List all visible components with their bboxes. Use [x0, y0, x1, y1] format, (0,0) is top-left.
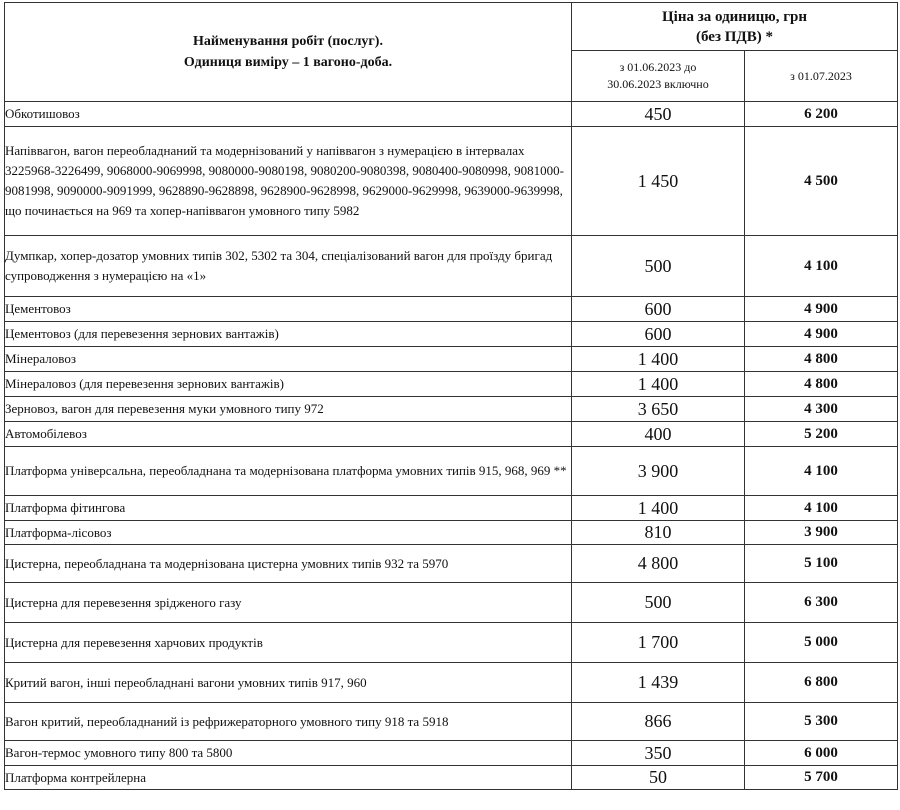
service-name-cell: Цементовоз [5, 297, 572, 322]
column-header-price-line2: (без ПДВ) * [696, 28, 773, 45]
table-row [5, 102, 898, 127]
table-row [5, 322, 898, 347]
service-name-cell: Критий вагон, інші переобладнані вагони умовних типів 917, 960 [5, 663, 572, 703]
table-row [5, 623, 898, 663]
table-row [5, 422, 898, 447]
service-name-cell: Мінераловоз (для перевезення зернових вантажів) [5, 372, 572, 397]
price-june-cell: 1 700 [572, 623, 745, 663]
table-row [5, 297, 898, 322]
price-july-cell: 4 900 [745, 322, 898, 347]
price-july-cell: 4 800 [745, 372, 898, 397]
service-name-cell: Вагон-термос умовного типу 800 та 5800 [5, 741, 572, 766]
price-july-cell: 5 200 [745, 422, 898, 447]
price-june-cell: 350 [572, 741, 745, 766]
price-june-cell: 810 [572, 521, 745, 545]
service-name-cell: Автомобілевоз [5, 422, 572, 447]
table-row [5, 496, 898, 521]
service-name-cell: Платформа контрейлерна [5, 766, 572, 790]
price-june-cell: 1 400 [572, 372, 745, 397]
service-name-cell: Думпкар, хопер-дозатор умовних типів 302, 5302 та 304, спеціалізований вагон для проїзду бригад супроводження з нумерацією на «1» [5, 236, 572, 297]
price-july-cell: 4 100 [745, 496, 898, 521]
price-july-cell: 5 000 [745, 623, 898, 663]
table-row [5, 447, 898, 496]
price-june-cell: 400 [572, 422, 745, 447]
price-june-cell: 866 [572, 703, 745, 741]
service-name-cell: Платформа універсальна, переобладнана та модернізована платформа умовних типів 915, 968, 969 ** [5, 447, 572, 496]
service-name-cell: Обкотишовоз [5, 102, 572, 127]
table-row [5, 583, 898, 623]
price-june-cell: 3 900 [572, 447, 745, 496]
column-header-unit-price [572, 3, 898, 51]
column-header-period-july [745, 51, 898, 102]
price-july-cell: 5 700 [745, 766, 898, 790]
price-july-cell: 5 300 [745, 703, 898, 741]
period-june-line1: з 01.06.2023 до [619, 60, 697, 74]
price-june-cell: 1 439 [572, 663, 745, 703]
price-july-cell: 6 800 [745, 663, 898, 703]
service-name-cell: Цистерна для перевезення зрідженого газу [5, 583, 572, 623]
price-table [4, 2, 898, 790]
price-june-cell: 4 800 [572, 545, 745, 583]
price-june-cell: 1 400 [572, 347, 745, 372]
column-header-service-name [5, 3, 572, 102]
price-july-cell: 4 800 [745, 347, 898, 372]
price-june-cell: 500 [572, 236, 745, 297]
price-july-cell: 4 100 [745, 447, 898, 496]
price-june-cell: 50 [572, 766, 745, 790]
table-row [5, 127, 898, 236]
service-name-cell: Напіввагон, вагон переобладнаний та модернізований у напіввагон з нумерацією в інтервалах 3225968-3226499, 9068000-9069998, 9080000-9080198, 9080200-9080398, 9080400-9080998, 9081000-9081998, 9090000-9091999, 9628890-9628898, 9628900-9628998, 9629000-9629998, 9639000-9639998, що починається на 969 та хопер-напіввагон умовного типу 5982 [5, 127, 572, 236]
price-june-cell: 3 650 [572, 397, 745, 422]
price-july-cell: 4 100 [745, 236, 898, 297]
price-june-cell: 450 [572, 102, 745, 127]
price-july-cell: 6 300 [745, 583, 898, 623]
service-name-cell: Цементовоз (для перевезення зернових вантажів) [5, 322, 572, 347]
table-row [5, 372, 898, 397]
price-june-cell: 1 450 [572, 127, 745, 236]
price-july-cell: 4 300 [745, 397, 898, 422]
price-june-cell: 600 [572, 322, 745, 347]
service-name-cell: Цистерна, переобладнана та модернізована цистерна умовних типів 932 та 5970 [5, 545, 572, 583]
price-june-cell: 1 400 [572, 496, 745, 521]
column-header-name-line1: Найменування робіт (послуг). [193, 34, 383, 49]
table-row [5, 397, 898, 422]
table-row [5, 545, 898, 583]
period-june-line2: 30.06.2023 включно [607, 77, 709, 91]
price-july-cell: 4 900 [745, 297, 898, 322]
column-header-name-line2: Одиниця виміру – 1 вагоно-доба. [183, 55, 393, 70]
service-name-cell: Платформа-лісовоз [5, 521, 572, 545]
price-july-cell: 5 100 [745, 545, 898, 583]
price-june-cell: 600 [572, 297, 745, 322]
price-july-cell: 6 200 [745, 102, 898, 127]
table-row [5, 347, 898, 372]
table-row [5, 741, 898, 766]
service-name-cell: Зерновоз, вагон для перевезення муки умовного типу 972 [5, 397, 572, 422]
service-name-cell: Платформа фітингова [5, 496, 572, 521]
table-row [5, 766, 898, 790]
table-row [5, 663, 898, 703]
column-header-period-june [572, 51, 745, 102]
table-row [5, 236, 898, 297]
price-table-body [5, 102, 898, 790]
period-july-label: з 01.07.2023 [790, 68, 852, 83]
table-row [5, 521, 898, 545]
column-header-price-line1: Ціна за одиницю, грн [662, 8, 807, 25]
table-row [5, 703, 898, 741]
price-june-cell: 500 [572, 583, 745, 623]
service-name-cell: Мінераловоз [5, 347, 572, 372]
price-july-cell: 3 900 [745, 521, 898, 545]
service-name-cell: Вагон критий, переобладнаний із рефрижераторного умовного типу 918 та 5918 [5, 703, 572, 741]
service-name-cell: Цистерна для перевезення харчових продуктів [5, 623, 572, 663]
price-july-cell: 6 000 [745, 741, 898, 766]
price-july-cell: 4 500 [745, 127, 898, 236]
